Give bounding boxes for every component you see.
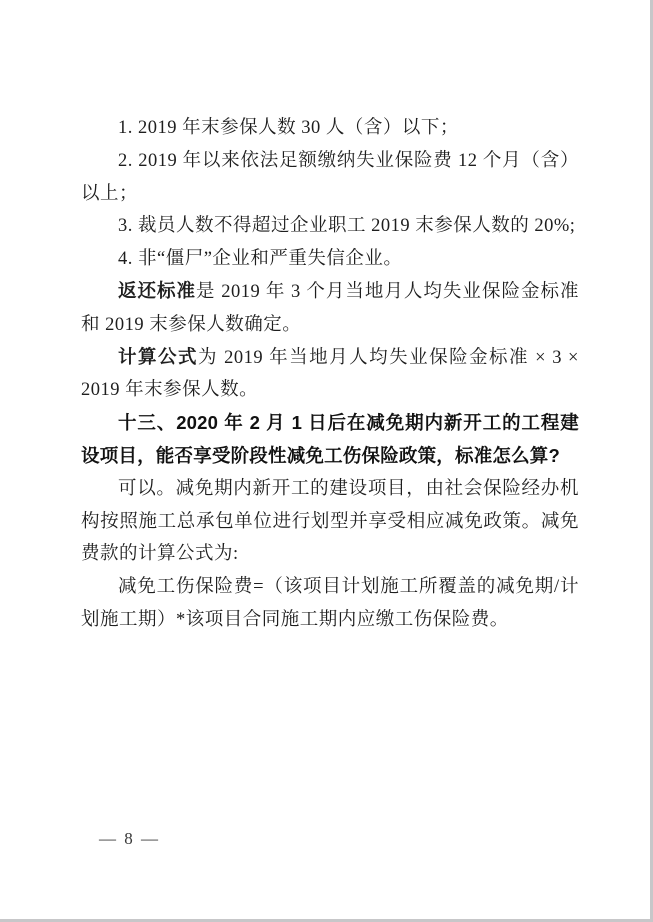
list-item-2: 2. 2019 年以来依法足额缴纳失业保险费 12 个月（含）以上； [81,150,579,204]
paragraph-calculation-formula-text: 为 2019 年当地月人均失业保险金标准 × 3 × 2019 年末参保人数。 [81,347,579,401]
paragraph-calculation-formula [81,342,579,408]
page-number: — 8 — [99,829,160,848]
bold-term-return-standard: 返还标准 [118,281,197,302]
list-item-4: 4. 非“僵尸”企业和严重失信企业。 [118,249,403,270]
bold-term-calculation-formula: 计算公式 [118,347,198,368]
paragraph-return-standard [81,276,579,342]
document-body [81,112,579,637]
paragraph-return-standard-text: 是 2019 年 3 个月当地月人均失业保险金标准和 2019 末参保人数确定。 [81,281,579,335]
list-item-1: 1. 2019 年末参保人数 30 人（含）以下； [118,118,459,138]
list-item-3: 3. 裁员人数不得超过企业职工 2019 末参保人数的 20%; [118,216,576,237]
paragraph-formula: 减免工伤保险费=（该项目计划施工所覆盖的减免期/计划施工期）*该项目合同施工期内应缴工伤保险费。 [81,577,579,630]
paragraph-answer: 可以。减免期内新开工的建设项目，由社会保险经办机构按照施工总承包单位进行划型并享受相应减免政策。减免费款的计算公式为: [81,478,579,565]
section-heading-13: 十三、2020 年 2 月 1 日后在减免期内新开工的工程建设项目，能否享受阶段性减免工伤保险政策，标准怎么算? [81,412,579,466]
